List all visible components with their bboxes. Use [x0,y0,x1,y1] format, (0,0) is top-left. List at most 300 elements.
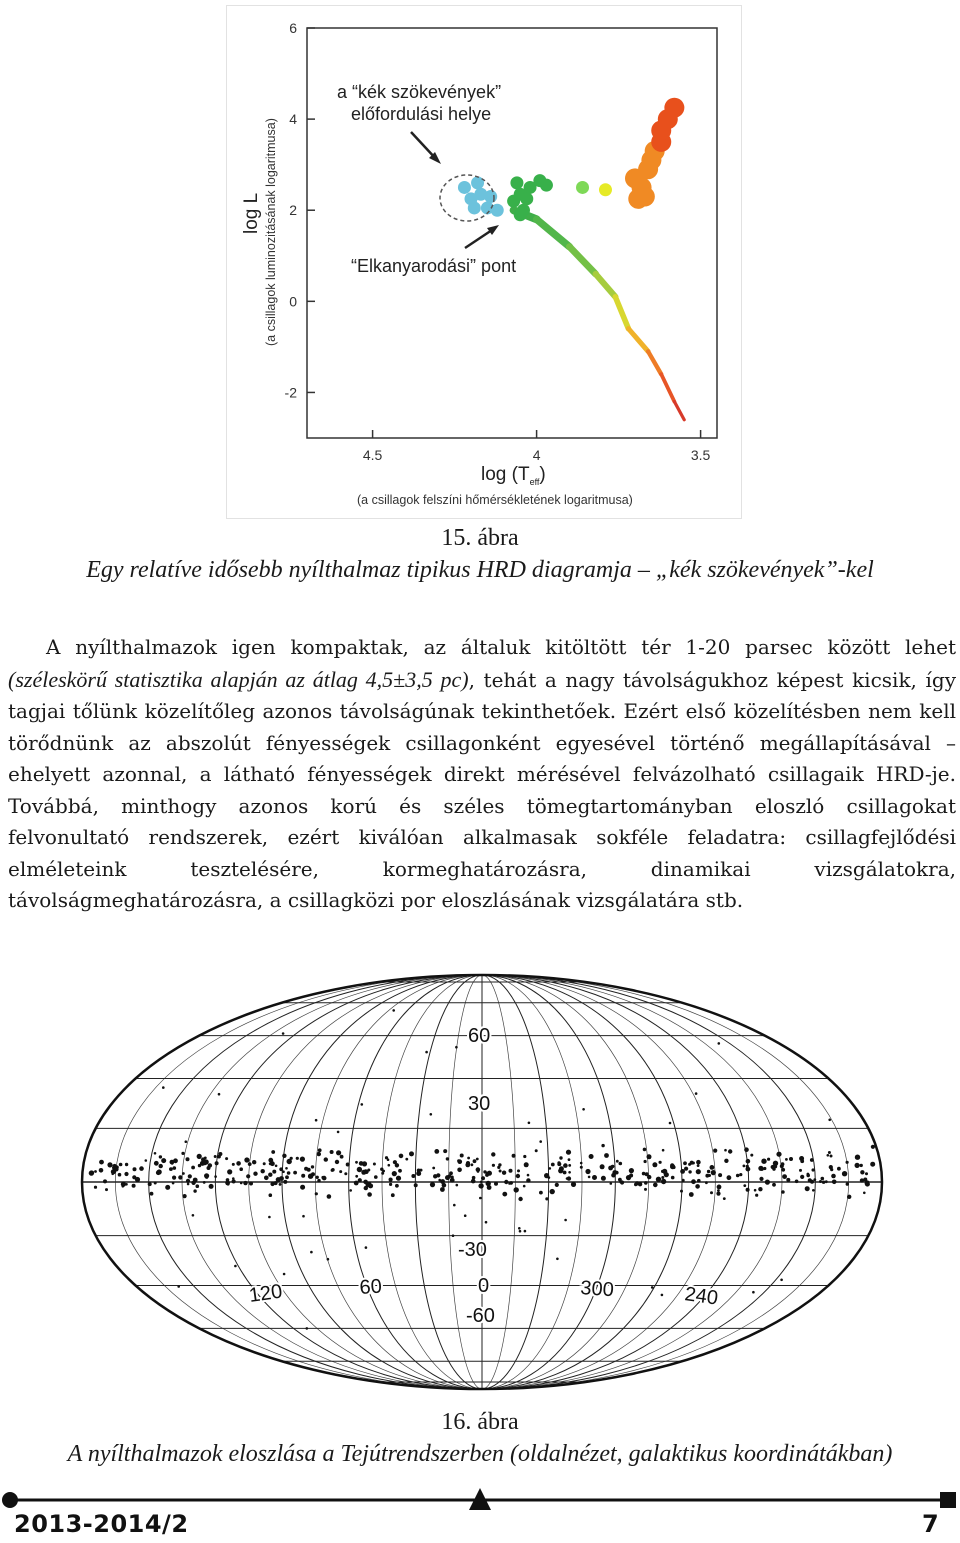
cluster-dot [165,1185,170,1190]
cluster-dot [301,1174,305,1178]
cluster-dot [315,1119,318,1122]
cluster-dot [339,1170,342,1173]
cluster-dot [232,1177,235,1180]
hrd-chart [227,6,741,518]
lon-label-300: 300 [579,1277,615,1302]
star-point [520,192,533,205]
cluster-dot [272,1170,276,1174]
cluster-dot [736,1174,740,1178]
cluster-dot [813,1178,816,1181]
body-text-a: A nyílthalmazok igen kompaktak, az általuk kitöltött tér 1-20 parsec között lehet [46,635,956,659]
cluster-dot [107,1162,112,1167]
cluster-dot [696,1160,701,1165]
star-point [514,208,527,221]
cluster-dot [644,1160,647,1163]
cluster-dot [480,1181,483,1184]
cluster-dot [244,1157,249,1162]
cluster-dot [355,1175,358,1178]
cluster-dot [724,1159,728,1163]
lat-label-minus30: -30 [458,1239,487,1261]
cluster-dot [644,1181,648,1185]
cluster-dot [763,1167,766,1170]
cluster-dot [317,1152,321,1156]
cluster-dot [642,1172,646,1176]
cluster-dot [829,1165,833,1169]
cluster-dot [659,1161,662,1164]
cluster-dot [99,1160,104,1165]
cluster-dot [743,1184,746,1187]
annotation-blue-2: előfordulási helye [351,104,492,124]
cluster-dot [528,1122,531,1125]
cluster-dot [568,1171,571,1174]
figure15-caption: Egy relatíve idősebb nyílthalmaz tipikus HRD diagramja – „kék szökevények”-kel [86,557,874,583]
cluster-dot [760,1167,764,1171]
cluster-dot [159,1155,162,1158]
cluster-dot [688,1170,691,1173]
cluster-dot [616,1160,619,1163]
cluster-dot [453,1204,456,1207]
cluster-dot [460,1154,464,1158]
cluster-dot [315,1192,318,1195]
body-text-b: , tehát a nagy távolságukhoz képest kicsik, így tagjai tőlünk közelítőleg azonos távolságúnak tekinthetőek. Ezért első közelítésben nem kell törődnünk az abszolút fényességek csillagonként egyesével történő megállapításával – ehelyett azonnal, a látható fényességek direkt mérésével felvázolható csillagaik HRD-je. Továbbá, minthogy azonos korú és széles tömegtartományban eloszló csillagokat felvonultató rendszerek, ezért kiválóan alkalmasak sokféle feladatra: csillagfejlődési elméleteink tesztelésére, kormeghatározásra, dinamikai vizsgálatokra, távolságmeghatározásra, a csillagközi por eloszlásának vizsgálatára stb. [8,667,957,912]
cluster-dot [549,1167,552,1170]
cluster-dot [476,1158,479,1161]
cluster-dot [246,1174,250,1178]
cluster-dot [367,1192,372,1197]
cluster-dot [181,1152,184,1155]
cluster-dot [481,1176,485,1180]
cluster-dot [409,1151,414,1156]
cluster-dot [285,1175,289,1179]
cluster-dot [509,1169,513,1173]
cluster-dot [812,1189,815,1192]
cluster-dot [324,1157,328,1161]
cluster-dot [183,1194,187,1198]
cluster-dot [150,1192,154,1196]
cluster-dot [261,1169,265,1173]
cluster-dot [717,1189,720,1192]
cluster-dot [373,1163,376,1166]
cluster-dot [604,1153,609,1158]
cluster-dot [780,1279,783,1282]
lat-label-0: 0 [478,1275,490,1297]
cluster-dot [871,1145,875,1149]
cluster-dot [455,1046,458,1049]
cluster-dot [399,1154,404,1159]
main-sequence-segment [674,402,684,420]
cluster-dot [425,1051,428,1054]
cluster-dot [499,1170,502,1173]
cluster-dot [434,1149,439,1154]
cluster-dot [629,1174,633,1178]
cluster-dot [344,1172,347,1175]
cluster-dot [865,1172,868,1175]
cluster-dot [781,1168,785,1172]
cluster-dot [545,1197,548,1200]
cluster-dot [785,1158,788,1161]
cluster-dot [308,1174,313,1179]
cluster-dot [635,1181,639,1185]
lat-label-minus60: -60 [466,1305,495,1327]
cluster-dot [317,1179,320,1182]
cluster-dot [456,1184,459,1187]
cluster-dot [354,1181,359,1186]
cluster-dot [487,1185,492,1190]
cluster-dot [177,1285,180,1288]
cluster-dot [695,1092,698,1095]
cluster-dot [518,1227,521,1230]
cluster-dot [860,1170,864,1174]
cluster-dot [105,1188,108,1191]
cluster-dot [203,1161,207,1165]
cluster-dot [750,1154,753,1157]
cluster-dot [707,1170,710,1173]
cluster-dot [192,1214,195,1217]
cluster-dot [710,1165,715,1170]
cluster-dot [405,1158,408,1161]
cluster-dot [494,1182,498,1186]
cluster-dot [662,1149,665,1152]
cluster-dot [656,1177,661,1182]
footer-square [940,1492,956,1508]
cluster-dot [645,1172,649,1176]
cluster-dot [727,1175,732,1180]
cluster-dot [568,1158,571,1161]
cluster-dot [340,1155,344,1159]
cluster-dot [269,1162,272,1165]
cluster-dot [485,1221,488,1224]
cluster-dot [808,1178,812,1182]
cluster-dot [154,1152,157,1155]
cluster-dot [335,1160,339,1164]
cluster-dot [782,1174,787,1179]
cluster-dot [139,1166,144,1171]
cluster-dot [119,1163,123,1167]
cluster-dot [765,1180,770,1185]
cluster-dot [94,1186,97,1189]
cluster-dot [279,1176,284,1181]
cluster-dot [398,1169,402,1173]
cluster-dot [821,1177,825,1181]
cluster-dot [361,1170,366,1175]
cluster-dot [203,1181,206,1184]
cluster-dot [464,1214,467,1217]
cluster-dot [491,1152,495,1156]
cluster-dot [524,1230,527,1233]
galactic-map-svg [80,972,884,1392]
cluster-dot [264,1176,269,1181]
cluster-dot [268,1173,272,1177]
cluster-dot [178,1175,182,1179]
cluster-dot [550,1189,555,1194]
cluster-dot [508,1182,511,1185]
cluster-dot [610,1182,613,1185]
body-paragraph [8,632,956,917]
cluster-dot [162,1086,165,1089]
cluster-dot [391,1193,395,1197]
cluster-dot [514,1187,519,1192]
cluster-dot [718,1173,722,1177]
cluster-dot [330,1150,334,1154]
cluster-dot [465,1163,470,1168]
cluster-dot [392,1171,397,1176]
cluster-dot [580,1166,583,1169]
cluster-dot [486,1172,489,1175]
cluster-dot [186,1157,190,1161]
cluster-dot [535,1149,538,1152]
cluster-dot [846,1161,849,1164]
cluster-dot [695,1184,700,1189]
cluster-dot [239,1167,243,1171]
cluster-dot [502,1192,507,1197]
cluster-dot [523,1155,526,1158]
cluster-dot [293,1171,297,1175]
cluster-dot [680,1190,683,1193]
cluster-dot [767,1158,770,1161]
cluster-dot [269,1193,273,1197]
cluster-dot [157,1169,162,1174]
lat-label-30: 30 [468,1093,491,1115]
cluster-dot [810,1158,814,1162]
cluster-dot [392,1009,395,1012]
cluster-dot [524,1162,529,1167]
cluster-dot [185,1140,188,1143]
cluster-dot [124,1172,128,1176]
cluster-dot [411,1174,415,1178]
cluster-dot [349,1189,352,1192]
cluster-dot [564,1219,567,1222]
main-sequence-segment [537,219,570,246]
hrd-figure [226,5,742,519]
cluster-dot [161,1158,166,1163]
cluster-dot [563,1171,567,1175]
cluster-dot [365,1246,368,1249]
cluster-dot [539,1140,542,1143]
page-number: 7 [922,1510,939,1538]
cluster-dot [358,1178,362,1182]
cluster-dot [806,1174,810,1178]
cluster-dot [697,1179,701,1183]
star-point [484,190,497,203]
annotation-blue-1: a “kék szökevények” [337,82,502,102]
cluster-dot [321,1176,324,1179]
cluster-dot [122,1185,125,1188]
cluster-dot [240,1182,243,1185]
cluster-dot [758,1187,762,1191]
cluster-dot [795,1180,799,1184]
cluster-dot [359,1161,364,1166]
cluster-dot [318,1148,322,1152]
cluster-dot [855,1155,860,1160]
cluster-dot [588,1176,591,1179]
cluster-dot [518,1197,522,1201]
cluster-dot [566,1177,569,1180]
star-point [540,179,553,192]
cluster-dot [193,1189,196,1192]
cluster-dot [551,1163,555,1167]
cluster-dot [723,1197,726,1200]
cluster-dot [382,1170,385,1173]
cluster-dot [492,1164,495,1167]
cluster-dot [759,1177,763,1181]
cluster-dot [132,1184,136,1188]
cluster-dot [523,1185,526,1188]
cluster-dot [170,1160,175,1165]
cluster-dot [837,1167,841,1171]
cluster-dot [214,1155,217,1158]
cluster-dot [761,1159,766,1164]
cluster-dot [752,1291,755,1294]
annotation-turnoff: “Elkanyarodási” pont [351,256,517,276]
cluster-dot [600,1164,605,1169]
cluster-dot [274,1181,278,1185]
cluster-dot [283,1180,287,1184]
cluster-dot [519,1230,522,1233]
cluster-dot [188,1174,192,1178]
cluster-dot [689,1192,694,1197]
cluster-dot [619,1162,623,1166]
cluster-dot [346,1163,350,1167]
cluster-dot [236,1161,241,1166]
cluster-dot [446,1157,449,1160]
cluster-dot [527,1174,530,1177]
cluster-dot [473,1159,477,1163]
cluster-dot [479,1197,482,1200]
cluster-dot [661,1170,664,1173]
cluster-dot [331,1168,335,1172]
cluster-dot [306,1327,309,1330]
cluster-dot [846,1182,849,1185]
cluster-dot [300,1185,305,1190]
cluster-dot [828,1151,831,1154]
cluster-dot [337,1131,340,1134]
cluster-dot [661,1176,664,1179]
cluster-dot [772,1183,776,1187]
cluster-dot [304,1167,308,1171]
cluster-dot [430,1182,435,1187]
cluster-dot [629,1168,634,1173]
cluster-dot [191,1181,195,1185]
cluster-dot [357,1167,362,1172]
cluster-dot [218,1152,222,1156]
cluster-dot [498,1163,501,1166]
cluster-dot [827,1154,830,1157]
cluster-dot [718,1042,721,1045]
main-sequence-segment [648,351,661,374]
cluster-dot [252,1160,256,1164]
y-axis-label: log L [241,192,262,234]
cluster-dot [539,1191,543,1195]
cluster-dot [316,1176,319,1179]
cluster-dot [389,1178,393,1182]
body-text-italic: (széleskörű statisztika alapján az átlag 4,5±3,5 pc) [8,666,469,692]
y-axis-sublabel: (a csillagok luminozitásának logaritmusa) [264,118,278,346]
cluster-dot [755,1194,758,1197]
cluster-dot [99,1168,104,1173]
footer-year: 2013-2014/2 [14,1510,189,1538]
main-sequence-segment [615,297,628,329]
cluster-dot [336,1150,341,1155]
star-point [576,181,589,194]
cluster-dot [430,1113,433,1116]
lon-label-60: 60 [358,1275,383,1299]
cluster-dot [282,1170,285,1173]
cluster-dot [557,1162,561,1166]
x-axis-sublabel: (a csillagok felszíni hőmérsékletének logaritmusa) [357,493,633,507]
cluster-dot [592,1175,597,1180]
cluster-dot [563,1163,568,1168]
cluster-dot [773,1165,777,1169]
cluster-dot [433,1174,437,1178]
cluster-dot [800,1159,804,1163]
cluster-dot [653,1183,658,1188]
cluster-dot [697,1164,700,1167]
cluster-dot [395,1184,399,1188]
cluster-dot [191,1166,195,1170]
cluster-dot [571,1182,576,1187]
cluster-dot [458,1159,463,1164]
lon-label-120: 120 [247,1280,284,1307]
cluster-dot [711,1170,716,1175]
cluster-dot [744,1147,749,1152]
cluster-dot [263,1162,266,1165]
cluster-dot [556,1258,559,1261]
footer-circle [2,1492,18,1508]
x-tick-label: 3.5 [690,447,711,463]
cluster-dot [311,1165,314,1168]
main-sequence-segment [569,247,595,274]
cluster-dot [860,1178,864,1182]
cluster-dot [145,1159,148,1162]
cluster-dot [268,1216,271,1219]
cluster-dot [812,1168,815,1171]
cluster-dot [601,1176,606,1181]
cluster-dot [282,1154,286,1158]
cluster-dot [296,1157,299,1160]
main-sequence-segment [661,374,674,401]
y-tick-label: 2 [289,202,297,219]
cluster-dot [799,1169,802,1172]
cluster-dot [249,1182,253,1186]
cluster-dot [516,1174,520,1178]
cluster-dot [786,1178,790,1182]
cluster-dot [389,1183,392,1186]
cluster-dot [691,1179,696,1184]
star-point [628,189,648,209]
cluster-dot [842,1171,847,1176]
main-sequence-segment [596,274,616,297]
cluster-dot [327,1194,332,1199]
cluster-dot [279,1183,282,1186]
cluster-dot [227,1169,232,1174]
cluster-dot [855,1163,860,1168]
cluster-dot [831,1174,836,1179]
cluster-dot [754,1189,757,1192]
x-axis-label: $\log (T_{eff})$ [481,464,546,487]
cluster-dot [416,1171,421,1176]
cluster-dot [218,1093,221,1096]
cluster-dot [204,1173,209,1178]
cluster-dot [172,1182,175,1185]
cluster-dot [669,1122,672,1125]
cluster-dot [186,1179,190,1183]
cluster-dot [517,1169,520,1172]
cluster-dot [196,1184,200,1188]
cluster-dot [582,1108,585,1111]
cluster-dot [717,1185,722,1190]
cluster-dot [169,1167,173,1171]
cluster-dot [825,1180,828,1183]
